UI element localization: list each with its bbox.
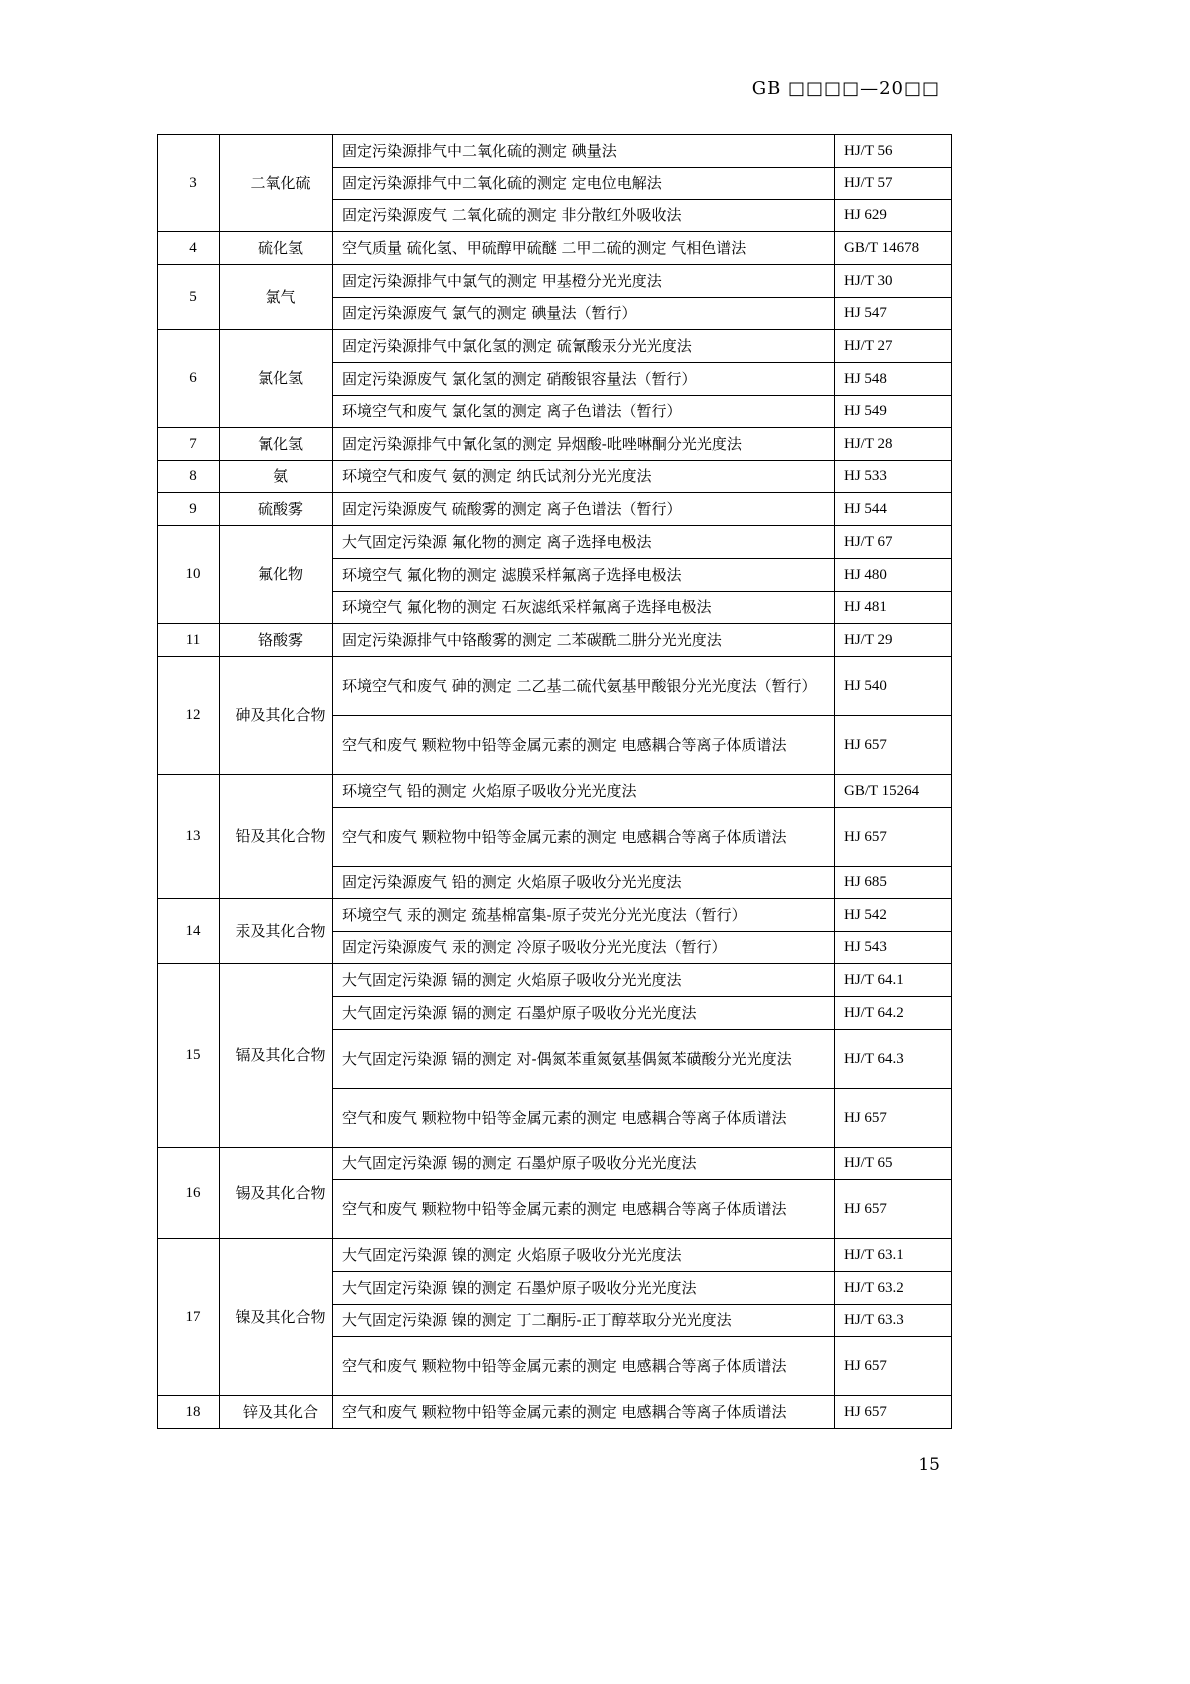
table-row	[158, 1148, 952, 1180]
pollutant-cell: 硫化氢	[220, 232, 333, 265]
method-name-cell: 固定污染源废气 铅的测定 火焰原子吸收分光光度法	[333, 867, 835, 899]
standard-number-cell: HJ 685	[835, 867, 952, 899]
serial-number-cell: 9	[158, 493, 220, 526]
method-name-cell: 固定污染源排气中二氧化硫的测定 定电位电解法	[333, 168, 835, 200]
pollutant-cell: 铅及其化合物	[220, 775, 333, 899]
pollutant-cell: 二氧化硫	[220, 135, 333, 232]
standard-number-cell: HJ/T 28	[835, 428, 952, 461]
method-name-cell: 环境空气 氟化物的测定 石灰滤纸采样氟离子选择电极法	[333, 592, 835, 624]
standard-number-cell: HJ 480	[835, 559, 952, 592]
serial-number-cell: 16	[158, 1148, 220, 1239]
standard-number-cell: GB/T 15264	[835, 775, 952, 808]
standard-number-cell: HJ/T 65	[835, 1148, 952, 1180]
table-row	[158, 899, 952, 932]
standard-number-cell: HJ/T 63.1	[835, 1239, 952, 1272]
method-name-cell: 环境空气和废气 氨的测定 纳氏试剂分光光度法	[333, 461, 835, 493]
serial-number-cell: 5	[158, 265, 220, 330]
method-name-cell: 固定污染源废气 氯化氢的测定 硝酸银容量法（暂行）	[333, 363, 835, 396]
method-name-cell: 环境空气 汞的测定 巯基棉富集-原子荧光分光光度法（暂行）	[333, 899, 835, 932]
standard-number-cell: HJ/T 56	[835, 135, 952, 168]
pollutant-cell: 锡及其化合物	[220, 1148, 333, 1239]
standard-number-cell: HJ/T 30	[835, 265, 952, 298]
method-name-cell: 固定污染源排气中二氧化硫的测定 碘量法	[333, 135, 835, 168]
method-name-cell: 固定污染源废气 氯气的测定 碘量法（暂行）	[333, 298, 835, 330]
standard-number-cell: HJ/T 27	[835, 330, 952, 363]
standard-number-cell: HJ 533	[835, 461, 952, 493]
method-name-cell: 大气固定污染源 镉的测定 火焰原子吸收分光光度法	[333, 964, 835, 997]
standard-number-cell: HJ 543	[835, 932, 952, 964]
method-name-cell: 大气固定污染源 镉的测定 石墨炉原子吸收分光光度法	[333, 997, 835, 1030]
standard-number-cell: HJ 547	[835, 298, 952, 330]
method-name-cell: 大气固定污染源 镉的测定 对-偶氮苯重氮氨基偶氮苯磺酸分光光度法	[333, 1030, 835, 1089]
pollutant-cell: 氰化氢	[220, 428, 333, 461]
standard-number-cell: HJ 544	[835, 493, 952, 526]
method-name-cell: 环境空气和废气 砷的测定 二乙基二硫代氨基甲酸银分光光度法（暂行）	[333, 657, 835, 716]
method-name-cell: 环境空气 铅的测定 火焰原子吸收分光光度法	[333, 775, 835, 808]
serial-number-cell: 7	[158, 428, 220, 461]
pollutant-cell: 氯化氢	[220, 330, 333, 428]
method-name-cell: 空气和废气 颗粒物中铅等金属元素的测定 电感耦合等离子体质谱法	[333, 1337, 835, 1396]
table-row	[158, 493, 952, 526]
pollutant-cell: 锌及其化合	[220, 1396, 333, 1429]
pollutant-cell: 镍及其化合物	[220, 1239, 333, 1396]
pollutant-cell: 砷及其化合物	[220, 657, 333, 775]
standard-number-cell: HJ 549	[835, 396, 952, 428]
serial-number-cell: 6	[158, 330, 220, 428]
standard-number-cell: HJ/T 63.3	[835, 1305, 952, 1337]
standard-number-cell: HJ/T 67	[835, 526, 952, 559]
table-row	[158, 428, 952, 461]
serial-number-cell: 10	[158, 526, 220, 624]
standard-number-cell: HJ 657	[835, 1337, 952, 1396]
method-name-cell: 固定污染源排气中铬酸雾的测定 二苯碳酰二肼分光光度法	[333, 624, 835, 657]
table-row	[158, 330, 952, 363]
table-row	[158, 1396, 952, 1429]
serial-number-cell: 13	[158, 775, 220, 899]
standard-number-cell: HJ 540	[835, 657, 952, 716]
standard-number-cell: HJ/T 63.2	[835, 1272, 952, 1305]
table-row	[158, 135, 952, 168]
pollutant-cell: 汞及其化合物	[220, 899, 333, 964]
page-number: 15	[918, 1455, 940, 1475]
table-row	[158, 232, 952, 265]
serial-number-cell: 4	[158, 232, 220, 265]
method-name-cell: 固定污染源废气 二氧化硫的测定 非分散红外吸收法	[333, 200, 835, 232]
standard-number-cell: HJ 657	[835, 808, 952, 867]
pollutant-cell: 氨	[220, 461, 333, 493]
table-row	[158, 265, 952, 298]
serial-number-cell: 14	[158, 899, 220, 964]
monitoring-methods-table	[157, 134, 952, 1429]
standard-code-header: GB □□□□—20□□	[751, 78, 940, 99]
standard-number-cell: HJ/T 64.2	[835, 997, 952, 1030]
table-body	[158, 135, 952, 1429]
standard-number-cell: HJ/T 29	[835, 624, 952, 657]
standard-number-cell: HJ 548	[835, 363, 952, 396]
method-name-cell: 空气和废气 颗粒物中铅等金属元素的测定 电感耦合等离子体质谱法	[333, 808, 835, 867]
method-name-cell: 空气和废气 颗粒物中铅等金属元素的测定 电感耦合等离子体质谱法	[333, 1396, 835, 1429]
standard-number-cell: HJ/T 57	[835, 168, 952, 200]
serial-number-cell: 11	[158, 624, 220, 657]
method-name-cell: 空气质量 硫化氢、甲硫醇甲硫醚 二甲二硫的测定 气相色谱法	[333, 232, 835, 265]
standard-number-cell: HJ/T 64.3	[835, 1030, 952, 1089]
pollutant-cell: 镉及其化合物	[220, 964, 333, 1148]
pollutant-cell: 铬酸雾	[220, 624, 333, 657]
table-row	[158, 1239, 952, 1272]
table-row	[158, 526, 952, 559]
serial-number-cell: 15	[158, 964, 220, 1148]
serial-number-cell: 8	[158, 461, 220, 493]
standard-number-cell: HJ 657	[835, 716, 952, 775]
method-name-cell: 大气固定污染源 镍的测定 丁二酮肟-正丁醇萃取分光光度法	[333, 1305, 835, 1337]
method-name-cell: 空气和废气 颗粒物中铅等金属元素的测定 电感耦合等离子体质谱法	[333, 1089, 835, 1148]
standard-number-cell: HJ 657	[835, 1180, 952, 1239]
method-name-cell: 空气和废气 颗粒物中铅等金属元素的测定 电感耦合等离子体质谱法	[333, 716, 835, 775]
table-row	[158, 461, 952, 493]
method-name-cell: 大气固定污染源 镍的测定 火焰原子吸收分光光度法	[333, 1239, 835, 1272]
standard-number-cell: HJ 481	[835, 592, 952, 624]
serial-number-cell: 17	[158, 1239, 220, 1396]
standard-number-cell: HJ 657	[835, 1089, 952, 1148]
method-name-cell: 固定污染源排气中氯气的测定 甲基橙分光光度法	[333, 265, 835, 298]
method-name-cell: 固定污染源排气中氰化氢的测定 异烟酸-吡唑啉酮分光光度法	[333, 428, 835, 461]
standard-number-cell: GB/T 14678	[835, 232, 952, 265]
standard-number-cell: HJ 657	[835, 1396, 952, 1429]
method-name-cell: 固定污染源废气 汞的测定 冷原子吸收分光光度法（暂行）	[333, 932, 835, 964]
pollutant-cell: 氯气	[220, 265, 333, 330]
serial-number-cell: 12	[158, 657, 220, 775]
serial-number-cell: 18	[158, 1396, 220, 1429]
method-name-cell: 环境空气和废气 氯化氢的测定 离子色谱法（暂行）	[333, 396, 835, 428]
method-name-cell: 固定污染源废气 硫酸雾的测定 离子色谱法（暂行）	[333, 493, 835, 526]
pollutant-cell: 氟化物	[220, 526, 333, 624]
standard-number-cell: HJ 542	[835, 899, 952, 932]
table-row	[158, 775, 952, 808]
pollutant-cell: 硫酸雾	[220, 493, 333, 526]
table-row	[158, 964, 952, 997]
table-row	[158, 657, 952, 716]
method-name-cell: 大气固定污染源 锡的测定 石墨炉原子吸收分光光度法	[333, 1148, 835, 1180]
method-name-cell: 大气固定污染源 镍的测定 石墨炉原子吸收分光光度法	[333, 1272, 835, 1305]
method-name-cell: 环境空气 氟化物的测定 滤膜采样氟离子选择电极法	[333, 559, 835, 592]
method-name-cell: 固定污染源排气中氯化氢的测定 硫氰酸汞分光光度法	[333, 330, 835, 363]
standard-number-cell: HJ 629	[835, 200, 952, 232]
table-row	[158, 624, 952, 657]
standard-number-cell: HJ/T 64.1	[835, 964, 952, 997]
serial-number-cell: 3	[158, 135, 220, 232]
method-name-cell: 空气和废气 颗粒物中铅等金属元素的测定 电感耦合等离子体质谱法	[333, 1180, 835, 1239]
method-name-cell: 大气固定污染源 氟化物的测定 离子选择电极法	[333, 526, 835, 559]
